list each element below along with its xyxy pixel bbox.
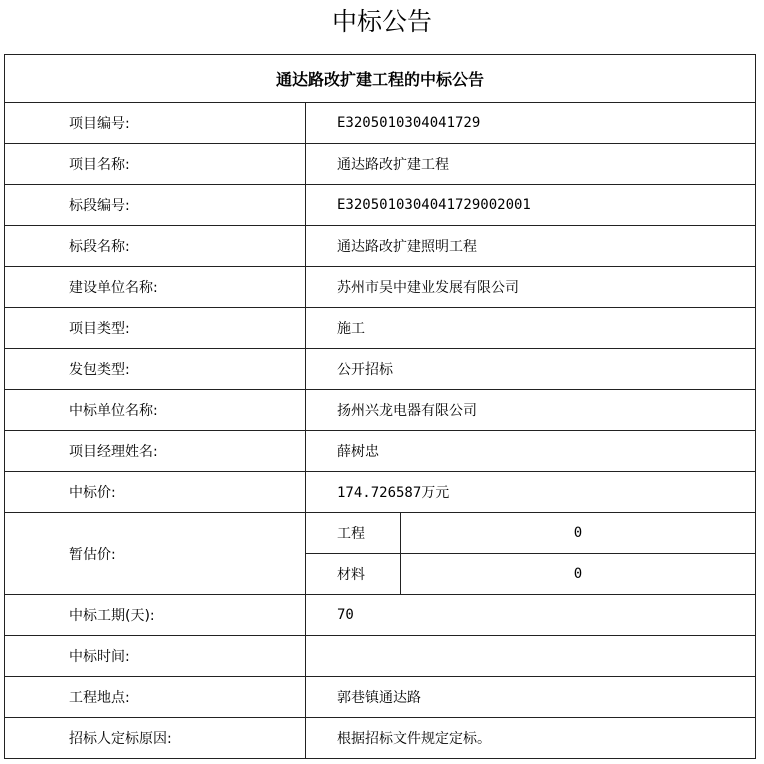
table-row (5, 677, 756, 718)
manager-name-label: 项目经理姓名: (5, 431, 306, 472)
estimate-item-value: 0 (401, 554, 756, 595)
table-row (5, 103, 756, 144)
contract-type-label: 发包类型: (5, 349, 306, 390)
award-notice-table (4, 54, 756, 759)
award-time-value (306, 636, 756, 677)
page-title: 中标公告 (331, 7, 432, 36)
project-number-label: 项目编号: (5, 103, 306, 144)
table-row (5, 472, 756, 513)
project-type-label: 项目类型: (5, 308, 306, 349)
duration-value: 70 (306, 595, 756, 636)
award-time-label: 中标时间: (5, 636, 306, 677)
table-row (5, 390, 756, 431)
table-row (5, 595, 756, 636)
award-reason-label: 招标人定标原因: (5, 718, 306, 759)
bid-price-label: 中标价: (5, 472, 306, 513)
section-name-label: 标段名称: (5, 226, 306, 267)
project-type-value: 施工 (306, 308, 756, 349)
location-label: 工程地点: (5, 677, 306, 718)
table-heading-row (5, 55, 756, 103)
award-reason-value: 根据招标文件规定定标。 (306, 718, 756, 759)
project-name-value: 通达路改扩建工程 (306, 144, 756, 185)
builder-name-label: 建设单位名称: (5, 267, 306, 308)
table-row (5, 718, 756, 759)
project-name-label: 项目名称: (5, 144, 306, 185)
estimate-label: 暂估价: (5, 513, 306, 595)
bid-price-value: 174.726587万元 (306, 472, 756, 513)
table-row (5, 308, 756, 349)
manager-name-value: 薛树忠 (306, 431, 756, 472)
section-number-value: E3205010304041729002001 (306, 185, 756, 226)
section-number-label: 标段编号: (5, 185, 306, 226)
winner-name-value: 扬州兴龙电器有限公司 (306, 390, 756, 431)
table-row (5, 144, 756, 185)
estimate-item-name: 材料 (306, 554, 401, 595)
location-value: 郭巷镇通达路 (306, 677, 756, 718)
contract-type-value: 公开招标 (306, 349, 756, 390)
estimate-item-value: 0 (401, 513, 756, 554)
project-number-value: E3205010304041729 (306, 103, 756, 144)
winner-name-label: 中标单位名称: (5, 390, 306, 431)
table-heading: 通达路改扩建工程的中标公告 (5, 55, 756, 103)
table-row (5, 513, 756, 554)
table-row (5, 185, 756, 226)
table-row (5, 226, 756, 267)
table-row (5, 431, 756, 472)
builder-name-value: 苏州市吴中建业发展有限公司 (306, 267, 756, 308)
duration-label: 中标工期(天): (5, 595, 306, 636)
estimate-item-name: 工程 (306, 513, 401, 554)
table-row (5, 267, 756, 308)
section-name-value: 通达路改扩建照明工程 (306, 226, 756, 267)
table-row (5, 636, 756, 677)
table-row (5, 349, 756, 390)
